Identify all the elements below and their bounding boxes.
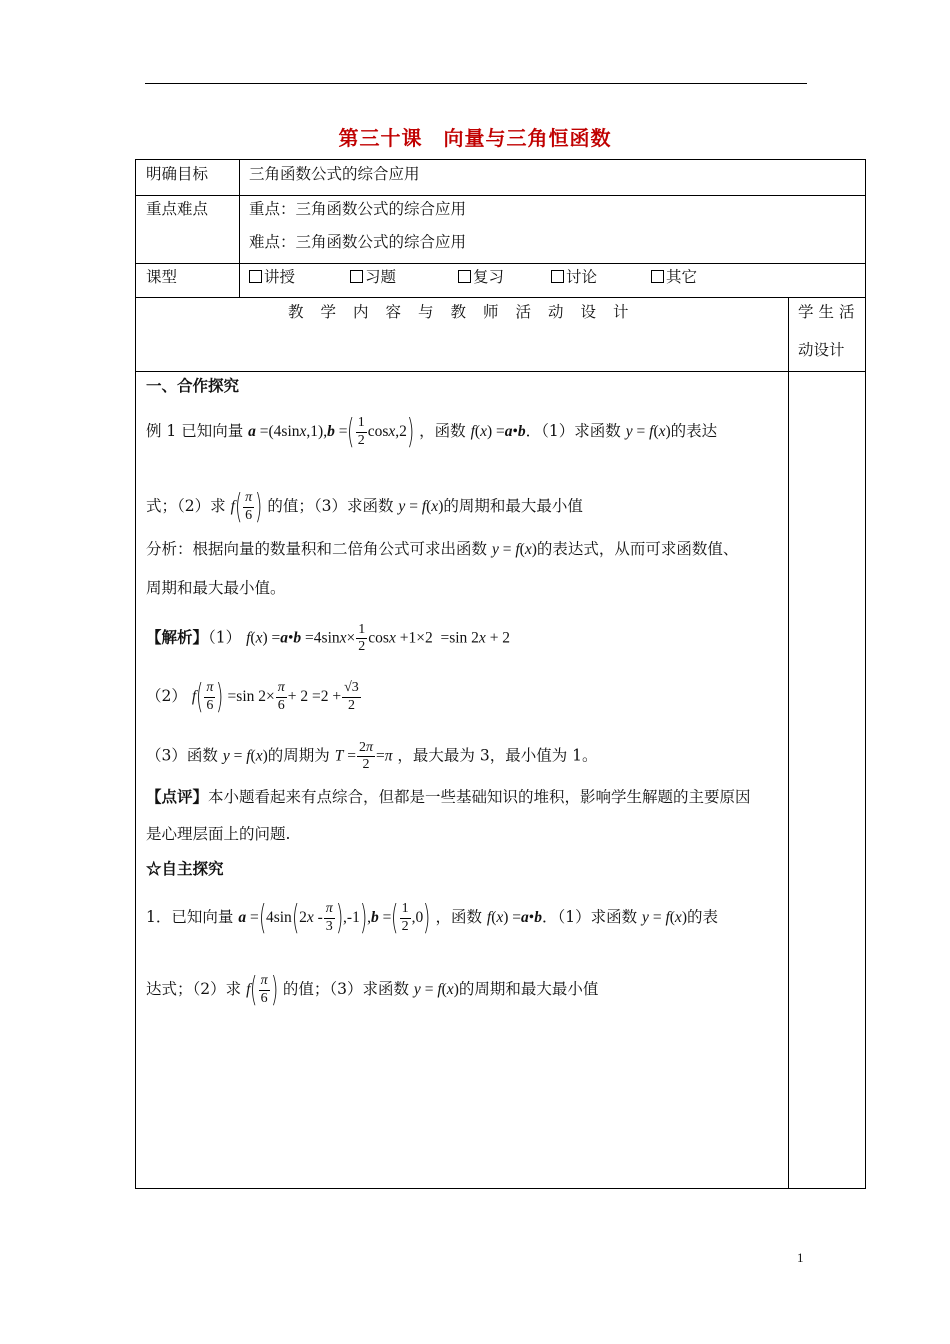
comment-line1 — [146, 789, 751, 806]
exercise-mid: ，函数 — [435, 908, 482, 926]
table-border-right — [865, 159, 866, 1189]
page-number: 1 — [797, 1250, 804, 1265]
exercise-line2-start: 达式；（2）求 — [146, 980, 242, 998]
row-divider-3 — [135, 297, 866, 298]
example-q1: ．（1）求函数 — [525, 422, 621, 440]
student-header-line2: 动设计 — [798, 341, 845, 359]
goal-label: 明确目标 — [146, 165, 209, 183]
type-option-discussion[interactable] — [551, 270, 597, 286]
row-divider-4 — [135, 371, 866, 372]
solution-2-label: （2） — [146, 687, 187, 705]
checkbox-icon[interactable] — [350, 270, 363, 283]
solution-part2: （2） f( $\frac{\pi}{6}$ ) =sin 2× $\frac{\pi}{6}$ + 2 =2 + $\frac{√3}{2}$ — [146, 677, 359, 717]
comment-line2: 是心理层面上的问题. — [146, 825, 291, 843]
solution-1-label: （1） — [208, 628, 242, 647]
exercise-q1-end: 的表 — [686, 908, 718, 926]
difficult-point: 难点：三角函数公式的综合应用 — [249, 233, 467, 251]
comment-label: 【点评】 — [146, 787, 209, 806]
type-option-label: 习题 — [365, 268, 397, 286]
page-title: 第三十课 向量与三角恒函数 — [338, 126, 612, 150]
solution-part1: 【解析】（1） f(x) =a•b =4sinx× $\frac{1}{2}$ cosx +1×2 =sin 2x + 2 — [146, 622, 511, 655]
type-option-review[interactable] — [458, 270, 504, 286]
solution-part3: （3）函数 y = f(x)的周期为 T = $\frac{2\pi}{2}$ =π ，最大最为 3，最小值为 1。 — [146, 740, 598, 773]
type-option-label: 讲授 — [264, 268, 296, 286]
type-option-label: 其它 — [666, 268, 698, 286]
content-header: 教学内容与教师活动设计 — [288, 303, 646, 321]
analysis-line2: 周期和最大最小值。 — [146, 579, 286, 597]
row-divider-1 — [135, 195, 866, 196]
solution-3-end: ，最大最为 3，最小值为 1。 — [397, 746, 598, 765]
checkbox-icon[interactable] — [249, 270, 262, 283]
exercise-prefix: 1．已知向量 — [146, 908, 234, 926]
exercise-q1: ．（1）求函数 — [541, 908, 638, 926]
checkbox-icon[interactable] — [651, 270, 664, 283]
type-label: 课型 — [146, 268, 178, 286]
section-heading-cooperative: 一、合作探究 — [146, 376, 240, 395]
checkbox-icon[interactable] — [458, 270, 471, 283]
header-rule — [145, 83, 807, 84]
example-q1-end: 的表达 — [670, 422, 718, 440]
solution-3-prefix: （3）函数 — [146, 746, 218, 765]
section-heading-self-study: ☆自主探究 — [146, 859, 224, 878]
example-line2-start: 式；（2）求 — [146, 497, 226, 515]
exercise-1-line2: 达式；（2）求 f( $\frac{\pi}{6}$ ) 的值；（3）求函数 y = f(x)的周期和最大最小值 — [146, 970, 599, 1010]
difficulty-label: 重点难点 — [146, 200, 209, 218]
checkbox-icon[interactable] — [551, 270, 564, 283]
example-mid: ，函数 — [419, 422, 466, 440]
analysis-text: 分析：根据向量的数量积和二倍角公式可求出函数 — [146, 540, 488, 558]
table-border-left — [135, 159, 136, 1189]
type-option-lecture[interactable] — [249, 270, 295, 286]
solution-label: 【解析】 — [146, 627, 209, 647]
example-prefix: 例 1 已知向量 — [146, 422, 244, 440]
goal-value: 三角函数公式的综合应用 — [249, 165, 420, 183]
table-border-top — [135, 159, 866, 160]
analysis-text-end: 的表达式，从而可求函数值、 — [536, 540, 739, 558]
student-header-line1: 学生活 — [798, 303, 860, 321]
row-divider-2 — [135, 263, 866, 264]
example-1-line1: 例 1 已知向量 a =(4sinx,1),b =( $\frac{1}{2}$ cosx,2) ，函数 f(x) =a•b．（1）求函数 y = f(x)的表达 — [146, 412, 718, 452]
type-option-exercise[interactable] — [350, 270, 396, 286]
analysis-line1: 分析：根据向量的数量积和二倍角公式可求出函数 y = f(x)的表达式，从而可求函数值、 — [146, 540, 739, 558]
type-option-label: 讨论 — [566, 268, 598, 286]
example-1-line2: 式；（2）求 f( $\frac{\pi}{6}$ ) 的值；（3）求函数 y = f(x)的周期和最大最小值 — [146, 487, 583, 527]
comment-text: 本小题看起来有点综合，但都是一些基础知识的堆积，影响学生解题的主要原因 — [208, 788, 751, 806]
example-q2-end: 的值；（3）求函数 — [267, 497, 394, 515]
exercise-q2-end: 的值；（3）求函数 — [282, 980, 409, 998]
exercise-q3-end: 的周期和最大最小值 — [458, 980, 599, 998]
example-q3-end: 的周期和最大最小值 — [443, 497, 583, 515]
col-divider-label — [239, 159, 240, 297]
exercise-1-line1: 1．已知向量 a =(4sin(2x - $\frac{\pi}{3}$ ),-1),b =( $\frac{1}{2}$ ,0) ，函数 f(x) =a•b．（1）求函数 y = f(x)的表 — [146, 898, 718, 938]
solution-3-mid: 的周期为 — [267, 746, 330, 765]
key-point: 重点：三角函数公式的综合应用 — [249, 200, 467, 218]
table-border-bottom — [135, 1188, 866, 1189]
col-divider-student — [788, 297, 789, 1188]
type-option-other[interactable] — [651, 270, 697, 286]
type-option-label: 复习 — [473, 268, 505, 286]
